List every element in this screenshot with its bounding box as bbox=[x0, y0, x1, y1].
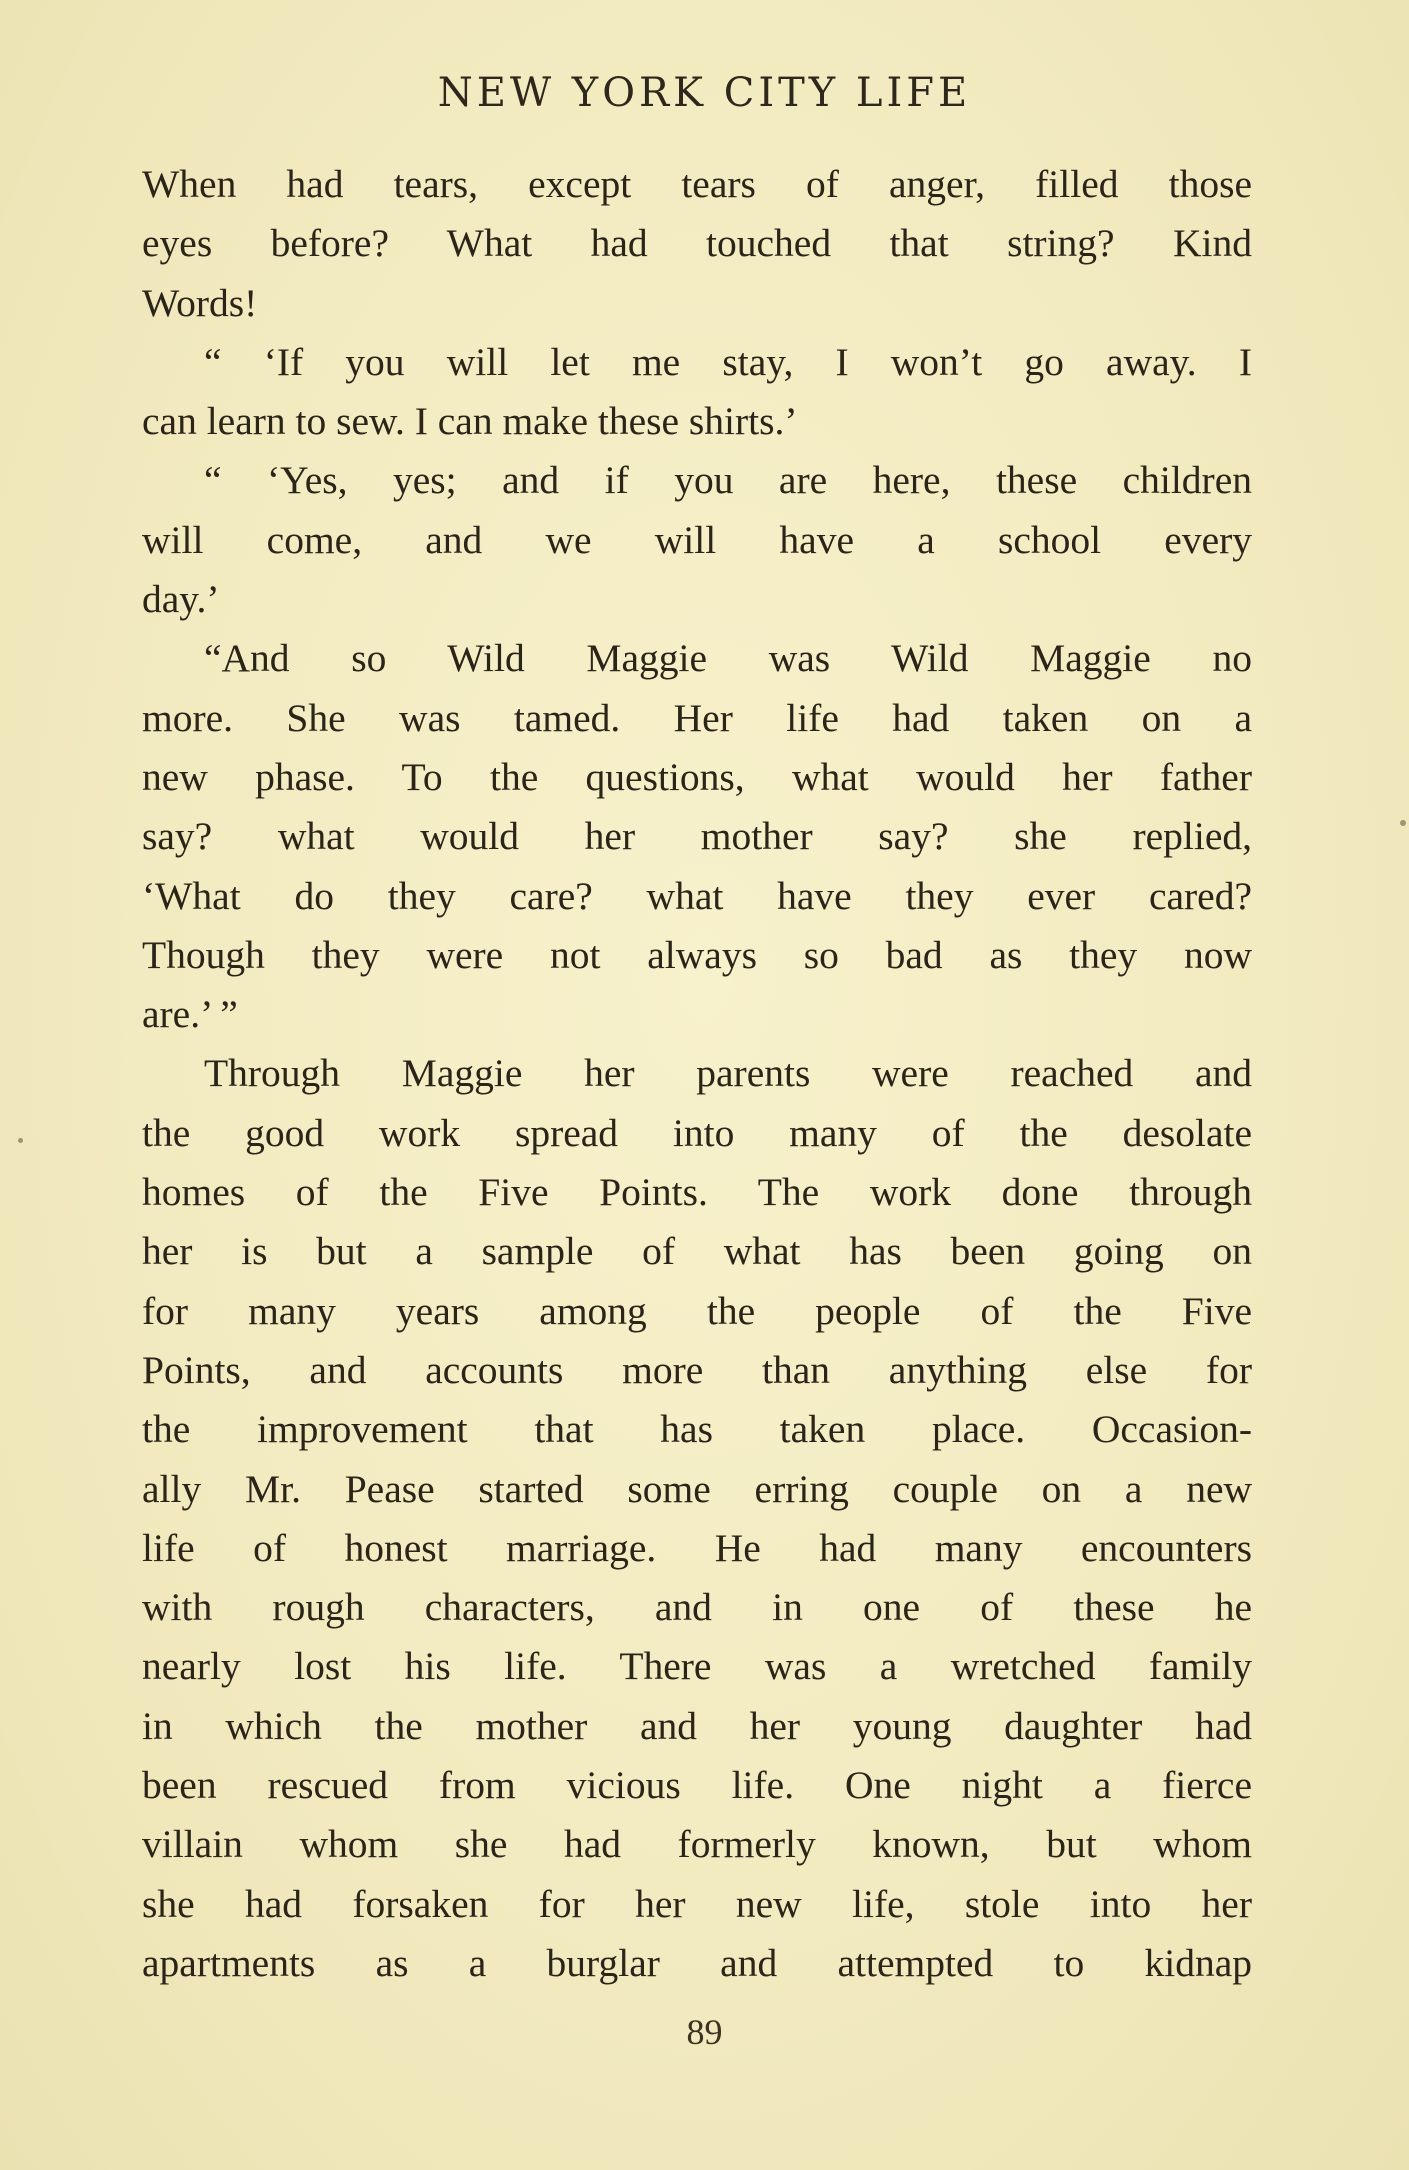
text-line: the good work spread into many of the desolate bbox=[142, 1110, 1252, 1155]
text-line: “And so Wild Maggie was Wild Maggie no bbox=[204, 636, 1252, 681]
text-line: with rough characters, and in one of these he bbox=[142, 1585, 1252, 1630]
text-line: Though they were not always so bad as they now bbox=[142, 932, 1252, 977]
text-line: been rescued from vicious life. One night a fierce bbox=[142, 1763, 1252, 1808]
text-line: will come, and we will have a school every bbox=[142, 517, 1252, 562]
text-line: Words! bbox=[142, 280, 258, 325]
text-line: day.’ bbox=[142, 577, 220, 622]
text-line: “ ‘Yes, yes; and if you are here, these children bbox=[204, 458, 1252, 503]
text-line: Through Maggie her parents were reached and bbox=[204, 1051, 1252, 1096]
text-line: ally Mr. Pease started some erring couple on a new bbox=[142, 1466, 1252, 1511]
text-line: homes of the Five Points. The work done through bbox=[142, 1170, 1252, 1215]
text-line: Points, and accounts more than anything else for bbox=[142, 1347, 1252, 1392]
body-text bbox=[142, 155, 1252, 1993]
text-line: life of honest marriage. He had many encounters bbox=[142, 1525, 1252, 1570]
text-line: she had forsaken for her new life, stole into her bbox=[142, 1881, 1252, 1926]
text-line: can learn to sew. I can make these shirts.’ bbox=[142, 399, 798, 444]
text-line: When had tears, except tears of anger, filled those bbox=[142, 162, 1252, 206]
page-number: 89 bbox=[686, 2012, 723, 2052]
text-line: the improvement that has taken place. Occasion- bbox=[142, 1407, 1252, 1452]
text-line: “ ‘If you will let me stay, I won’t go away. I bbox=[204, 339, 1252, 384]
text-line: new phase. To the questions, what would her father bbox=[142, 754, 1252, 799]
text-line: for many years among the people of the Five bbox=[142, 1288, 1252, 1333]
text-line: her is but a sample of what has been going on bbox=[142, 1229, 1252, 1274]
paper-speck bbox=[18, 1138, 23, 1143]
running-head: NEW YORK CITY LIFE bbox=[437, 70, 972, 116]
text-line: villain whom she had formerly known, but whom bbox=[142, 1822, 1252, 1867]
paper-speck bbox=[1400, 820, 1406, 826]
text-line: ‘What do they care? what have they ever cared? bbox=[142, 873, 1252, 918]
text-line: say? what would her mother say? she replied, bbox=[142, 814, 1252, 859]
text-line: more. She was tamed. Her life had taken on a bbox=[142, 695, 1252, 740]
text-line: are.’ ” bbox=[142, 992, 238, 1037]
text-line: nearly lost his life. There was a wretched family bbox=[142, 1644, 1252, 1689]
text-line: in which the mother and her young daughter had bbox=[142, 1703, 1252, 1748]
text-line: eyes before? What had touched that string? Kind bbox=[142, 221, 1252, 266]
text-line: apartments as a burglar and attempted to kidnap bbox=[142, 1940, 1252, 1985]
